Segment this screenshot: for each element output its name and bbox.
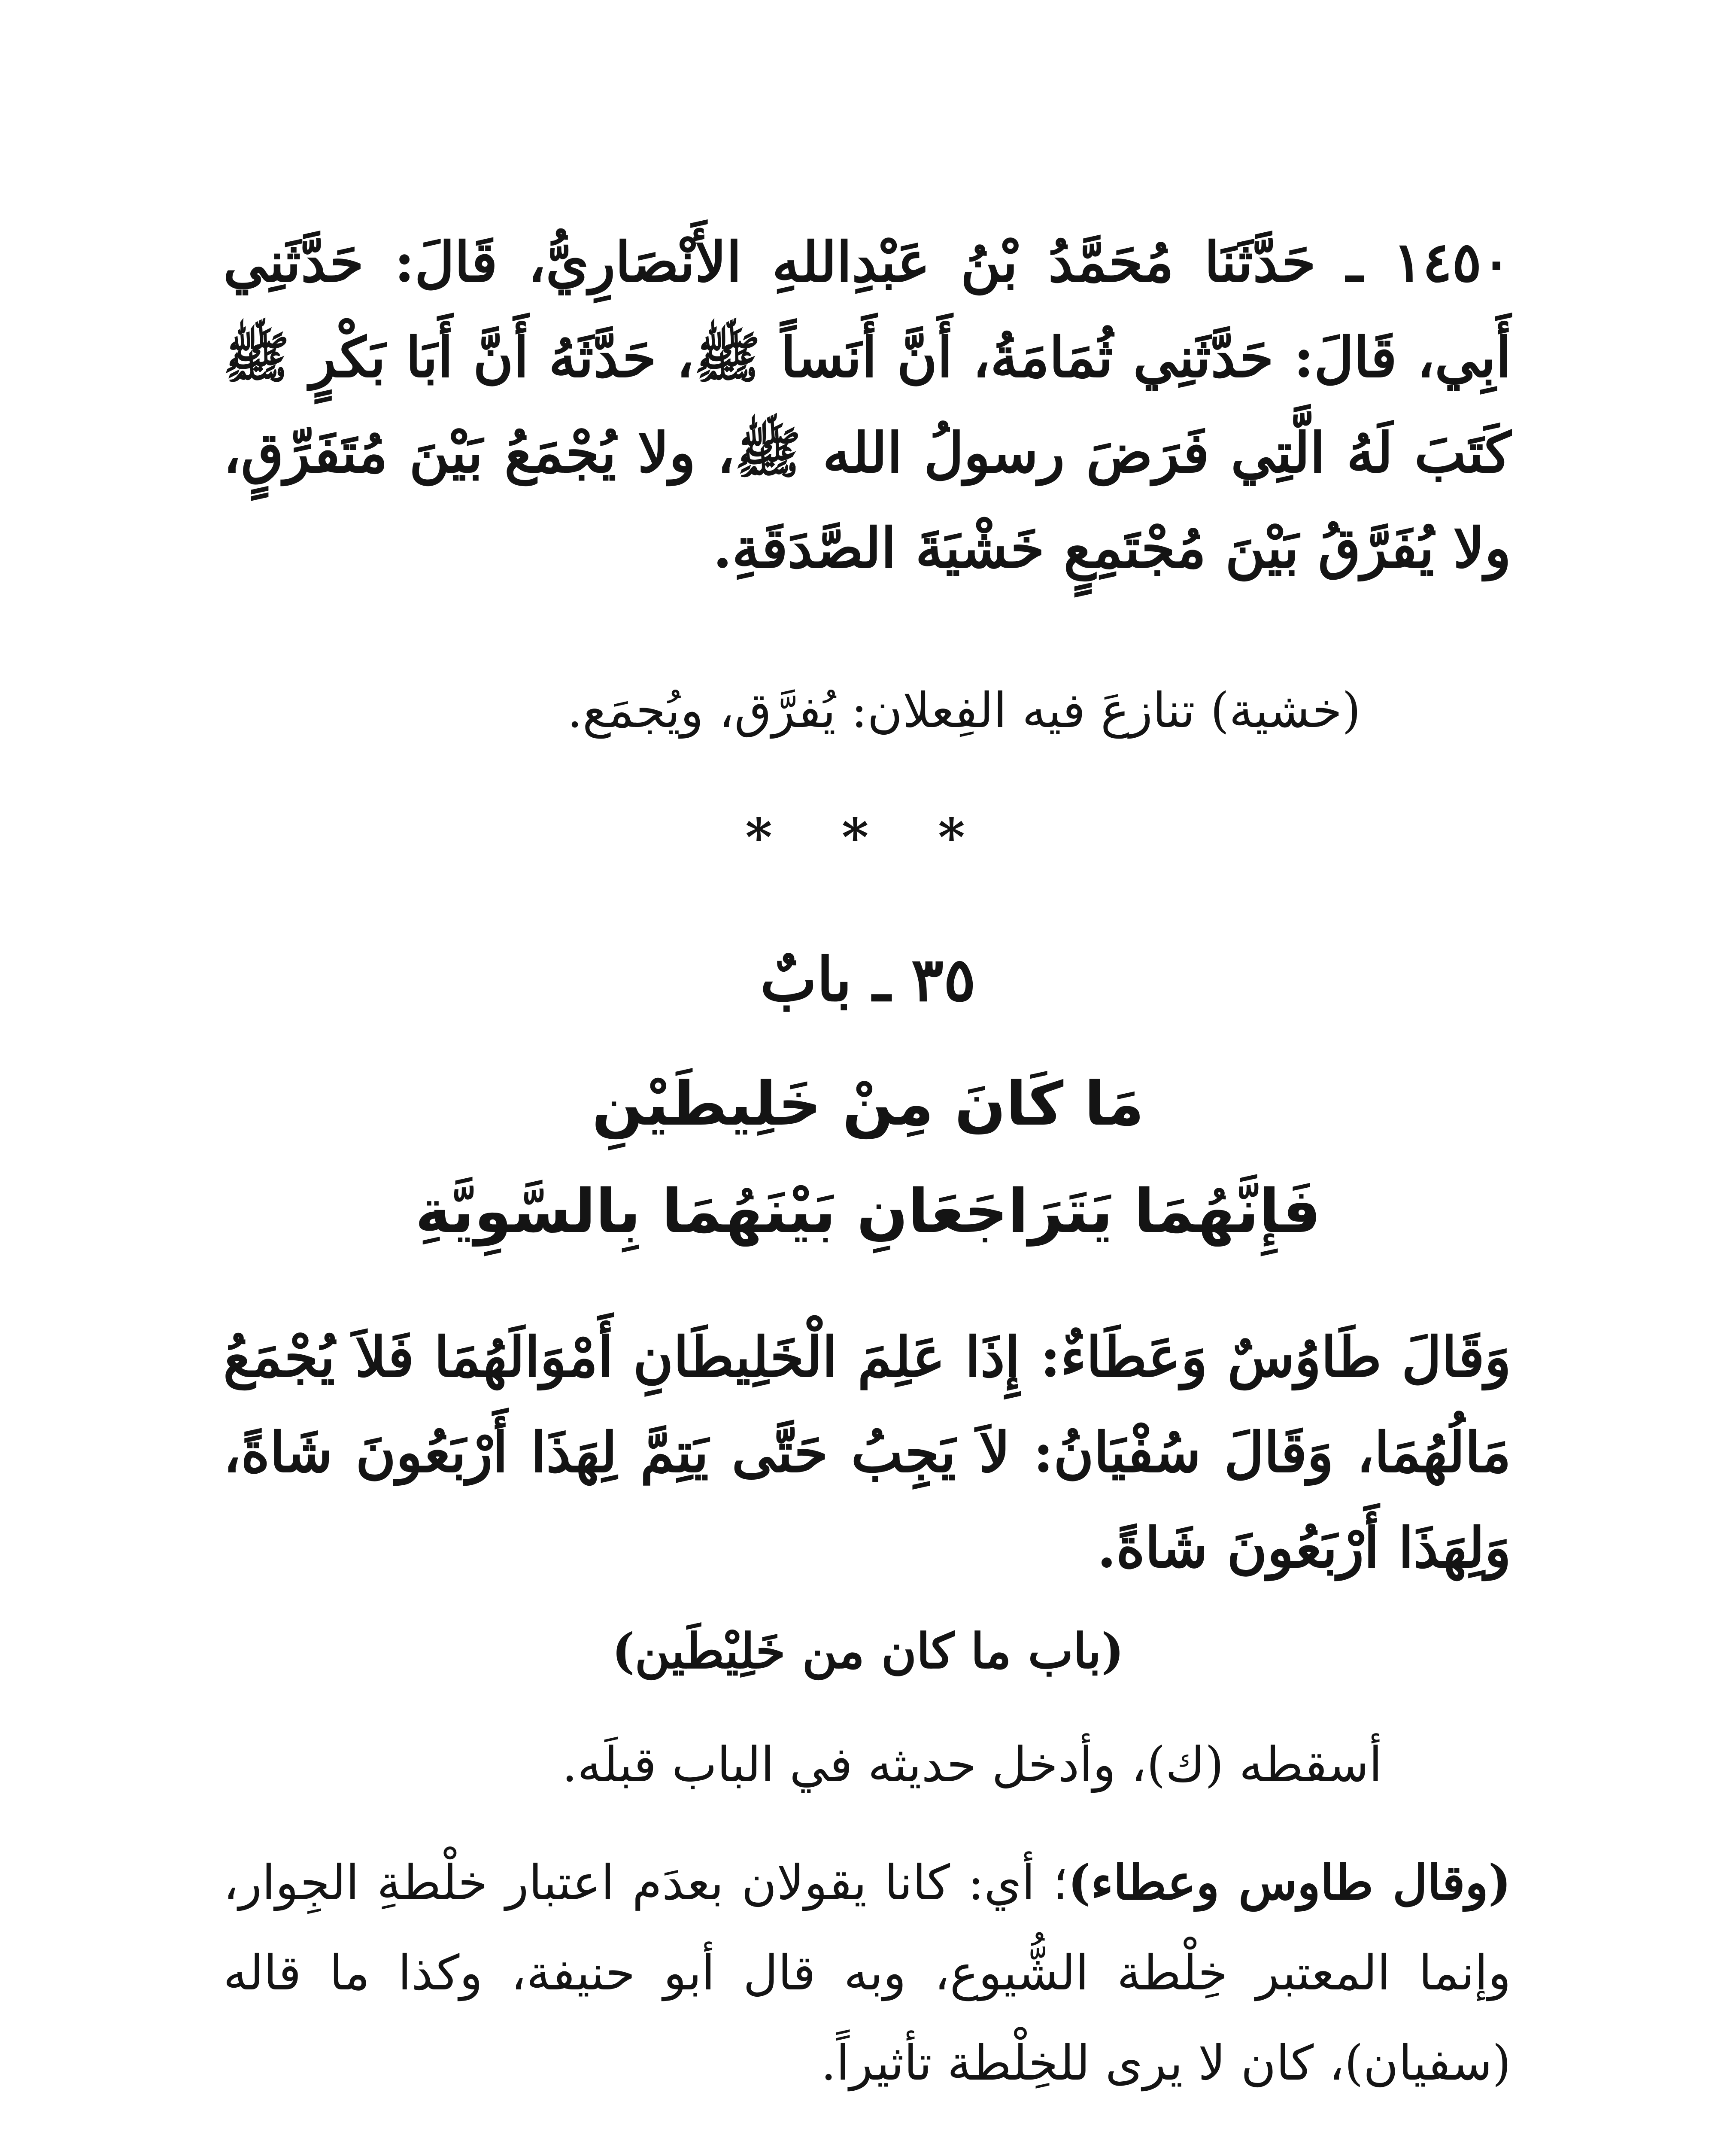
section-separator: * * *: [745, 807, 991, 868]
chapter-title-line-2: فَإِنَّهُمَا يَتَرَاجَعَانِ بَيْنَهُمَا بِالسَّوِيَّةِ: [415, 1177, 1321, 1247]
commentary-note-2-lead: (وقال طاوس وعطاء): [1068, 1855, 1511, 1911]
gloss-khashya: (خشية) تنازعَ فيه الفِعلان: يُفرَّق، ويُجمَع.: [567, 683, 1361, 739]
commentary-note-2-text: ؛ أي: كانا يقولان بعدَم اعتبار خلْطةِ الجِوار، وإنما المعتبر خِلْطة الشُّيوع، وبه قال أبو حنيفة، وكذا ما قاله (سفيان)، كان لا يرى للخِلْطة تأثيراً.: [223, 1855, 1511, 2091]
commentary-note-2: [223, 1838, 1511, 2108]
chapter-number: ٣٥ ـ بابٌ: [760, 945, 976, 1015]
chapter-title-line-1: مَا كَانَ مِنْ خَلِيطَيْنِ: [592, 1069, 1144, 1139]
hadith-1450-text: ١٤٥٠ ـ حَدَّثَنَا مُحَمَّدُ بْنُ عَبْدِاللهِ الأَنْصَارِيُّ، قَالَ: حَدَّثَنِي أَبِي، قَالَ: حَدَّثَنِي ثُمَامَةُ، أَنَّ أَنَساً ﷺ، حَدَّثَهُ أَنَّ أَبَا بَكْرٍ ﷺ كَتَبَ لَهُ الَّتِي فَرَضَ رسولُ الله ﷺ، ولا يُجْمَعُ بَيْنَ مُتَفَرِّقٍ، ولا يُفَرَّقُ بَيْنَ مُجْتَمِعٍ خَشْيَةَ الصَّدَقَةِ.: [223, 230, 1511, 581]
commentary-note-1: أسقطه (ك)، وأدخل حديثه في الباب قبلَه.: [562, 1737, 1382, 1793]
commentary-heading: (باب ما كان من خَلِيْطَين): [612, 1623, 1124, 1679]
tawus-ata-quote: وَقَالَ طَاوُسٌ وَعَطَاءٌ: إِذَا عَلِمَ الْخَلِيطَانِ أَمْوَالَهُمَا فَلاَ يُجْمَعُ مَالُهُمَا، وَقَالَ سُفْيَانُ: لاَ يَجِبُ حَتَّى يَتِمَّ لِهَذَا أَرْبَعُونَ شَاةً، وَلِهَذَا أَرْبَعُونَ شَاةً.: [223, 1325, 1511, 1580]
